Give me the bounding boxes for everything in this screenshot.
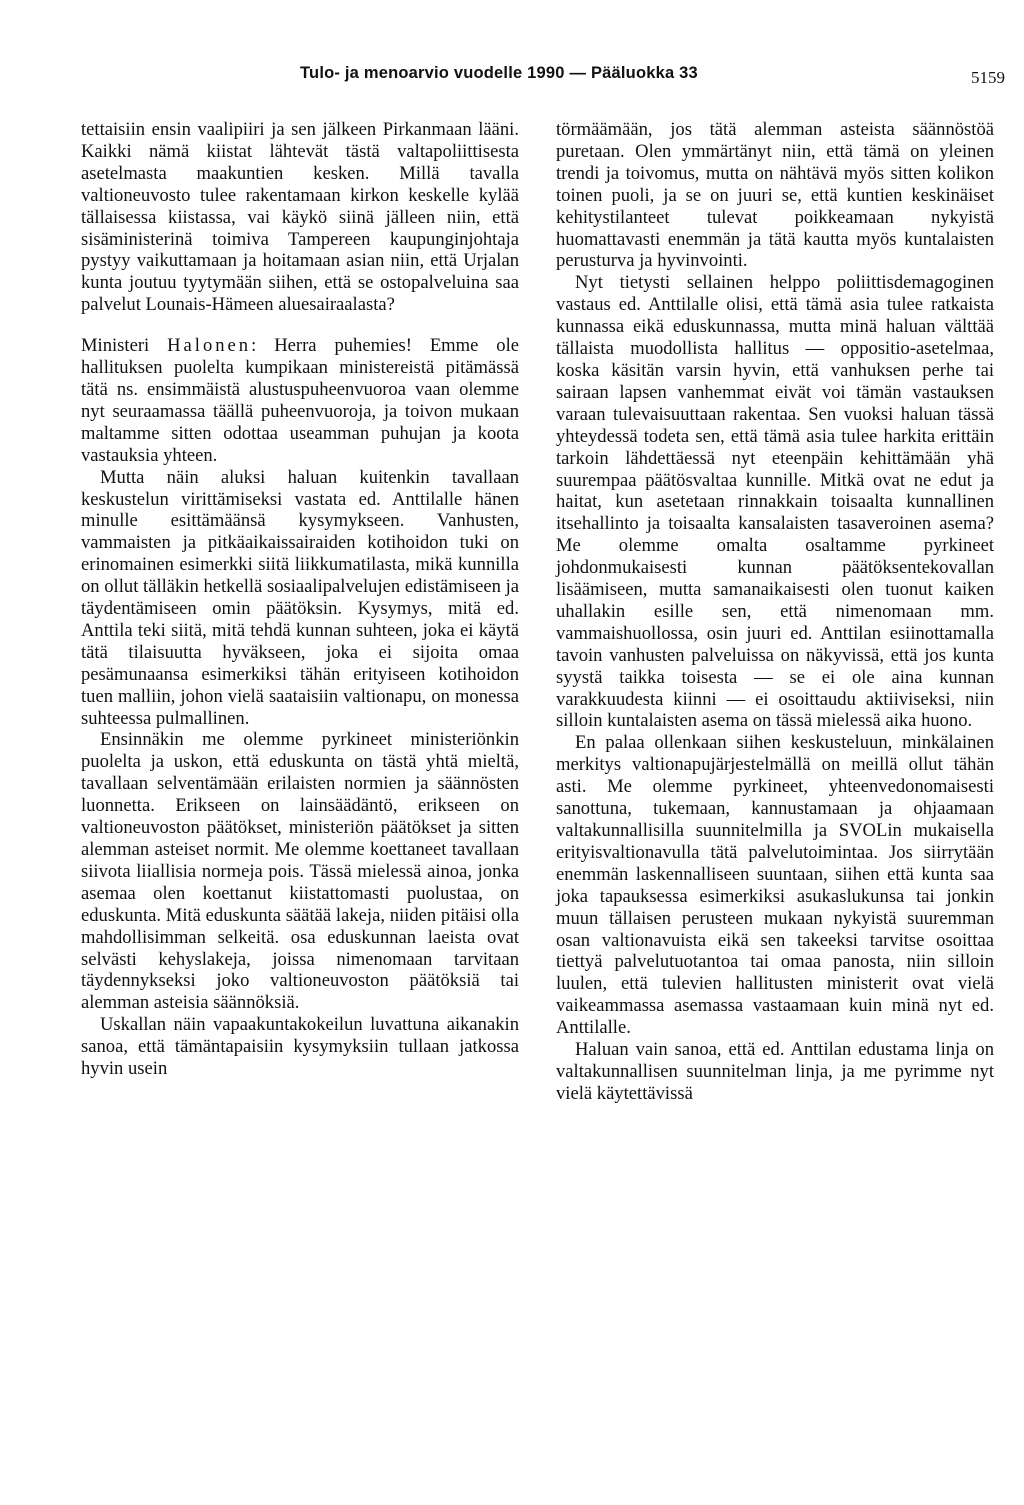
left-column — [81, 119, 519, 1080]
paragraph: Haluan vain sanoa, että ed. Anttilan edustama linja on valtakunnallisen suunnitelman linja, ja me pyrimme nyt vielä käytettävissä — [556, 1039, 994, 1104]
paragraph: Nyt tietysti sellainen helppo poliittisdemagoginen vastaus ed. Anttilalle olisi, että tämä asia tulee ratkaista kunnassa eikä eduskunnassa, mutta minä haluan välttää tällaista muodollista hallitus — oppositio-asetelmaa, koska käsitän varsin hyvin, että vanhuksen perhe tai sairaan lapsen vanhemmat eivät voi tämän vastauksen varaan tulevaisuuttaan rakentaa. Sen vuoksi haluan tässä yhteydessä todeta sen, että tämä asia tulee harkita erittäin tarkoin lähdettäessä nyt eteenpäin kehittämään yhä suurempaa päätösvaltaa kunnille. Mitkä ovat ne edut ja haitat, kun asetetaan rinnakkain toisaalta kunnallinen itsehallinto ja toisaalta kansalaisten tasaveroinen asema? Me olemme omalta osaltamme pyrkineet johdonmukaisesti kunnan päätöksentekovallan lisäämiseen, mutta samanaikaisesti olen tuonut kaiken uhallakin esille sen, että nimenomaan mm. vammaishuollossa, osin juuri ed. Anttilan esiinottamalla tavoin vanhusten palveluissa on näkyvissä, että jos kunta syystä taikka toisesta — se ei ole aina kunnan varakkuudesta kiinni — ei osoittaudu aktiiviseksi, niin silloin kuntalaisten asema on tässä mielessä aika huono. — [556, 272, 994, 732]
speaker-title: Ministeri — [81, 335, 168, 357]
right-column — [556, 119, 994, 1105]
speech-text: Herra puhemies! Emme ole hallituksen puolelta kumpikaan ministereistä pitämässä tätä ns. ensimmäistä alustuspuheenvuoroa vaan olemme nyt seuraamassa täällä puheenvuoroja, ja toivon mukaan maltamme sitten odottaa useamman puhujan ja koota vastauksia yhteen. — [81, 335, 519, 466]
paragraph: Ensinnäkin me olemme pyrkineet ministeriönkin puolelta ja uskon, että eduskunta on tästä yhtä mieltä, tavallaan selventämään erilaisten normien ja säännösten luonnetta. Erikseen on lainsäädäntö, erikseen on valtioneuvoston päätökset, ministeriön päätökset ja sitten alemman asteiset normit. Me olemme koettaneet tavallaan siivota liiallisia normeja pois. Tässä mielessä ainoa, jonka asemaa olen koettanut kiistattomasti puolustaa, on eduskunta. Mitä eduskunta säätää lakeja, niiden pitäisi olla mahdollisimman selkeitä. osa eduskunnan laeista ovat selvästi kehyslakeja, joissa nimenomaan tarvitaan täydennykseksi joko valtioneuvoston päätöksiä tai alemman asteisia säännöksiä. — [81, 729, 519, 1014]
paragraph-continued: tettaisiin ensin vaalipiiri ja sen jälkeen Pirkanmaan lääni. Kaikki nämä kiistat lähtevät tästä valtapoliittisesta asetelmasta maakuntien kesken. Millä tavalla valtioneuvosto tulee rakentamaan kirkon keskelle kylää tällaisessa kiistassa, vai käykö siinä jälleen niin, että sisäministerinä toimiva Tampereen kaupunginjohtaja pystyy vaikuttamaan ja hoitamaan asian niin, että Urjalan kunta joutuu tyytymään siihen, että se ostopalveluina saa palvelut Lounais-Hämeen aluesairaalasta? — [81, 119, 519, 316]
page-number: 5159 — [971, 68, 1005, 87]
paragraph-continued: törmäämään, jos tätä alemman asteista säännöstöä puretaan. Olen ymmärtänyt niin, että tämä on yleinen trendi ja toivomus, mutta on nähtävä myös sitten kolikon toinen puoli, ja se on juuri se, että kuntien keskinäiset kehitystilanteet tulevat poikkeamaan nykyistä huomattavasti enemmän ja tätä kautta myös kuntalaisten perusturva ja hyvinvointi. — [556, 119, 994, 272]
paragraph: Mutta näin aluksi haluan kuitenkin tavallaan keskustelun virittämiseksi vastata ed. Anttilalle hänen minulle esittämäänsä kysymykseen. Vanhusten, vammaisten ja pitkäaikaissairaiden kotihoidon tuki on erinomainen esimerkki siitä liikkumatilasta, mikä kunnilla on ollut tälläkin hetkellä sosiaalipalvelujen edistämiseen ja täydentämiseen omin päätöksin. Kysymys, mitä ed. Anttila teki siitä, mitä tehdä kunnan suhteen, joka ei käytä tätä tilaisuutta hyväkseen, joka ei sijoita omaa pesämunaansa esimerkiksi tähän erityiseen kotihoidon tuen malliin, johon vielä saataisiin valtionapu, on monessa suhteessa pulmallinen. — [81, 466, 519, 729]
paragraph: En palaa ollenkaan siihen keskusteluun, minkälainen merkitys valtionapujärjestelmällä on meillä ollut tähän asti. Me olemme pyrkineet, yhteenvedonomaisesti sanottuna, tukemaan, kannustamaan ja ohjaamaan valtakunnallisilla suunnitelmilla ja SVOLin mukaisella erityisvaltionavulla tätä palvelutoimintaa. Jos siirrytään enemmän laskennalliseen suuntaan, siihen että kunta saa joka tapauksessa esimerkiksi asukaslukunsa tai jonkin muun tällaisen perusteen mukaan nykyistä suuremman osan valtionavuista eikä sen takeeksi tarvitse osoittaa tiettyä palvelutuotantoa tai omaa panosta, niin silloin luulen, että tulevien hallitusten ministerit ovat vielä vaikeammassa asemassa vastaamaan kuin minä nyt ed. Anttilalle. — [556, 732, 994, 1039]
speaker-paragraph — [81, 335, 519, 466]
speaker-name: Halonen — [167, 335, 252, 357]
page-header — [80, 64, 1005, 94]
running-title: Tulo- ja menoarvio vuodelle 1990 — Pääluokka 33 — [300, 64, 698, 82]
speaker-colon: : — [251, 335, 275, 357]
paragraph: Uskallan näin vapaakuntakokeilun luvattuna aikanakin sanoa, että tämäntapaisiin kysymyksiin tullaan jatkossa hyvin usein — [81, 1014, 519, 1080]
